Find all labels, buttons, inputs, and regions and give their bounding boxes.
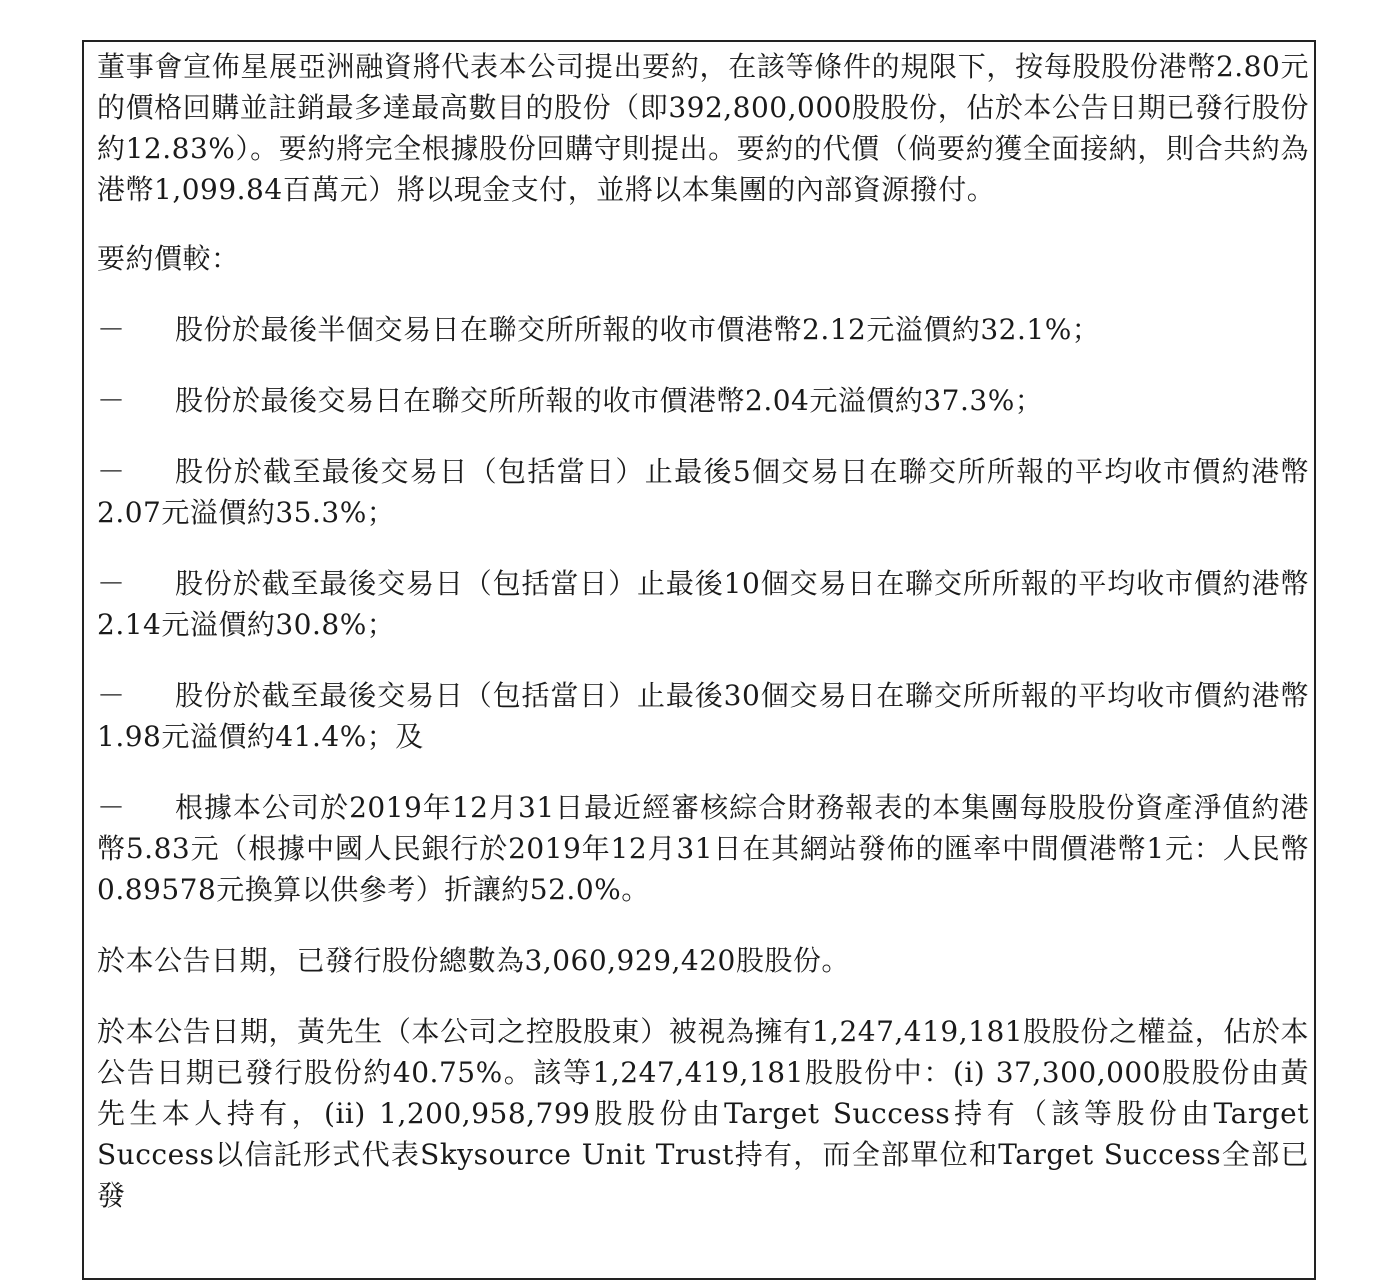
bullet-item: [97, 675, 1309, 757]
intro-paragraph: 董事會宣佈星展亞洲融資將代表本公司提出要約，在該等條件的規限下，按每股股份港幣2.80元的價格回購並註銷最多達最高數目的股份（即392,800,000股股份，佔於本公告日期已發行股份約12.83%）。要約將完全根據股份回購守則提出。要約的代價（倘要約獲全面接納，則合共約為港幣1,099.84百萬元）將以現金支付，並將以本集團的內部資源撥付。: [97, 50, 1309, 206]
bullet-dash: －: [97, 567, 126, 600]
bullet-item: [97, 309, 1309, 350]
bullet-item: [97, 451, 1309, 533]
bullet-dash: －: [97, 313, 126, 346]
comparison-heading: 要約價較：: [97, 242, 240, 275]
bullet-item: [97, 563, 1309, 645]
bullet-dash: －: [97, 679, 126, 712]
bullet-text: 股份於截至最後交易日（包括當日）止最後5個交易日在聯交所所報的平均收市價約港幣2.07元溢價約35.3%；: [97, 455, 1309, 529]
bullet-text: 股份於最後半個交易日在聯交所所報的收市價港幣2.12元溢價約32.1%；: [175, 313, 1101, 346]
total-shares-paragraph: 於本公告日期，已發行股份總數為3,060,929,420股股份。: [97, 944, 850, 977]
bullet-dash: －: [97, 791, 126, 824]
bullet-item: [97, 787, 1309, 910]
document-body: [97, 46, 1309, 1216]
bullet-item: [97, 380, 1309, 421]
bullet-dash: －: [97, 455, 126, 488]
bullet-text: 股份於最後交易日在聯交所所報的收市價港幣2.04元溢價約37.3%；: [175, 384, 1044, 417]
bullet-text: 根據本公司於2019年12月31日最近經審核綜合財務報表的本集團每股股份資產淨值約港幣5.83元（根據中國人民銀行於2019年12月31日在其網站發佈的匯率中間價港幣1元：人民幣0.89578元換算以供參考）折讓約52.0%。: [97, 791, 1309, 906]
bullet-text: 股份於截至最後交易日（包括當日）止最後30個交易日在聯交所所報的平均收市價約港幣1.98元溢價約41.4%；及: [97, 679, 1309, 753]
bullet-text: 股份於截至最後交易日（包括當日）止最後10個交易日在聯交所所報的平均收市價約港幣2.14元溢價約30.8%；: [97, 567, 1309, 641]
bullet-dash: －: [97, 384, 126, 417]
holdings-paragraph: 於本公告日期，黃先生（本公司之控股股東）被視為擁有1,247,419,181股股份之權益，佔於本公告日期已發行股份約40.75%。該等1,247,419,181股股份中：(i) 37,300,000股股份由黃先生本人持有，(ii) 1,200,958,799股股份由Target Success持有（該等股份由Target Success以信託形式代表Skysource Unit Trust持有，而全部單位和Target Success全部已發: [97, 1015, 1309, 1212]
